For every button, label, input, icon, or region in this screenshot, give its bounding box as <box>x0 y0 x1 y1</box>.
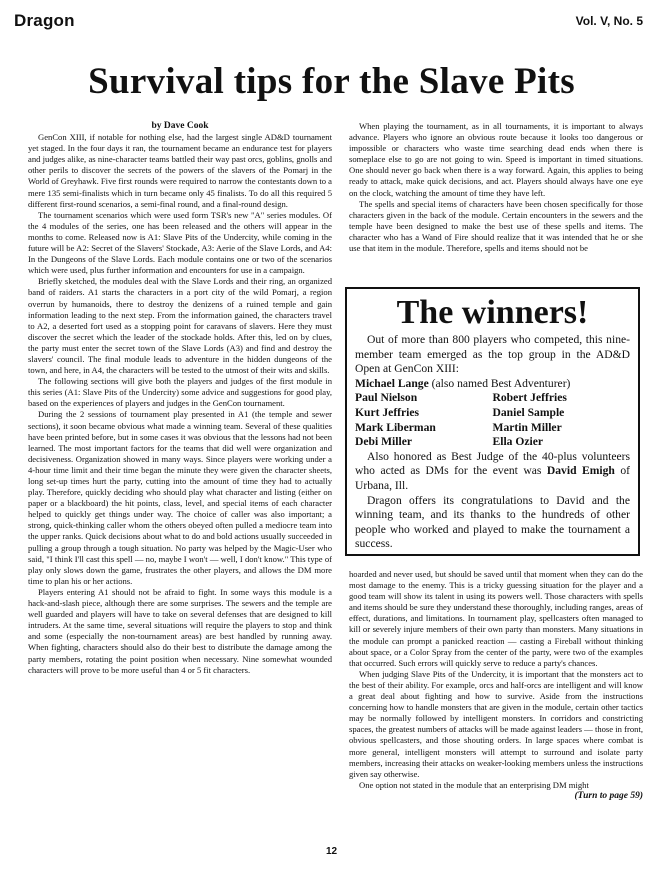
paragraph: During the 2 sessions of tournament play presented in A1 (the temple and sewer sections), it soon became obvious what made a winning team. Several of these qualities have been printed before, but in some cases it was obvious that the lessons had not been learned. The most important factors for the teams that did well were organization and decisiveness. Organization showed in many ways. Since players were working under a 4-hour time limit and their time began the minute they were given the character sheets, long set-up times hurt the party, cutting into the amount of time they had to actually play. Therefore, quickly deciding who should play what character and listing (either on paper or a blackboard) the hit points, class, level, and special items of each character helped to quickly get things under way. The choice of caller was also important; a strong, quick-thinking caller whom the others obeyed often pulled a mediocre team into the upper ranks. Quick decisions about what to do and bold actions usually succeeded in pulling a group through a tough situation. No party was helped by the Magic-User who said, "I think I'll cast this spell — no, maybe I won't — well, I don't know." This type of play only slows down the game, frustrates the other players, and allows the DM more time to plan his or her actions. <box>28 409 332 586</box>
paragraph: The spells and special items of characters have been chosen specifically for those characters given in the back of the module. Certain encounters in the sewers and the temple have been designed to make the best use of these spells and items. The character who has a Wand of Fire should realize that it was intended that he or she use that item in the module. Therefore, spells and items should not be <box>349 198 643 254</box>
article-column-left <box>28 121 332 676</box>
winner-name: Debi Miller <box>355 435 412 449</box>
captain-line <box>355 377 630 392</box>
winner-name: Martin Miller <box>492 420 562 434</box>
paragraph: hoarded and never used, but should be saved until that moment when they can do the most damage to the enemy. This is a tricky guessing situation for the player and a good team will show its talent in using its powers well. Those characters with spells and items should be sure they understand these thoroughly, including ranges, areas of effect, durations, and limitations. In tournament play, spellcasters often managed to kill or severely injure members of their own party than monsters. Many situations in the module can prompt a panicked reaction — casting a Fireball without thinking about space, or a Color Spray from the center of the party, were two of the examples that occurred. Such errors will quickly serve to reduce a party's chances. <box>349 569 643 668</box>
paragraph: When judging Slave Pits of the Undercity, it is important that the monsters act to the best of their ability. For example, orcs and half-orcs are intelligent and will know a great deal about fighting and how to survive. Aside from the instructions concerning how to handle monsters that are given in the module, certain other tactics may be normally followed by intelligent monsters. In corridors and constricting spaces, the greatest numbers of attacks will be made against leaders — those in front, obvious spellcasters, and those shouting orders. In large spaces where combat is more general, intelligent monsters will attempt to surround and isolate party members, increasing their attacks on weaker-looking members unless the instructions given say otherwise. <box>349 668 643 779</box>
paragraph: Players entering A1 should not be afraid to fight. In some ways this module is a hack-and-slash piece, although there are some surprises. The sewers and the temple are well guarded and players will have to take on several defenses that are designed to kill intruders. At the same time, several situations will require the players to stop and think and some (especially the non-tournament areas) are best handled by running away. When fighting, characters should also do their best to distribute the damage among the party members, rotating the point position when necessary. Nine somewhat wounded characters will prove to be more useful than 4 or 5 fit characters. <box>28 586 332 675</box>
winners-box <box>345 287 640 556</box>
magazine-name: Dragon <box>14 11 75 30</box>
byline: by Dave Cook <box>151 121 209 131</box>
paragraph: GenCon XIII, if notable for nothing else, had the largest single AD&D tournament yet staged. In the four days it ran, the tournament became an endurance test for players and judges alike, as nine-character teams battled their way past orcs, goblins, gnolls and other perils to discover the secrets of the powers of the slavers of the Pomarj in the World of Greyhawk. Five first rounds were required to narrow the contestants down to a mere 135 semi-finalists which in turn became only 45 finalists. To do all this required 5 different first-round scenarios, a semi-final round, and a final-round design. <box>28 132 332 209</box>
winner-name: Daniel Sample <box>492 405 565 419</box>
judge-place: of Urbana, Ill. <box>355 464 631 492</box>
winner-name: Kurt Jeffries <box>355 405 420 419</box>
page-number: 12 <box>325 846 338 857</box>
article-title: Survival tips for the Slave Pits <box>88 61 575 102</box>
winners-names <box>355 391 630 449</box>
article-column-right-top <box>349 121 643 254</box>
paragraph: The tournament scenarios which were used form TSR's new "A" series modules. Of the 4 modules of the series, one has been released and the others will appear in the months to come. Released now is A1: Slave Pits of the Undercity, while coming in the future will be A2: Secret of the Slavers' Stockade, A3: Aerie of the Slave Lords, and A4: In the Dungeons of the Slave Lords. Each module contains one or two of the scenarios which were used, plus further information and encounters for use in a campaign. <box>28 209 332 276</box>
paragraph: When playing the tournament, as in all tournaments, it is important to always advance. Players who ignore an obvious route because it looks too dangerous or impossible or characters who waste time searching dead ends when there is someplace else to go are not going to win. Speed is important in timed situations. One should never go back when there is a way forward. Again, this applies to being ready to attack, make quick decisions, and act. Players should always have one eye on the clock, watching the amount of time they have left. <box>349 121 643 198</box>
judge-intro: Also honored as Best Judge of the 40-plus volunteers who acted as DMs for the event was <box>355 449 630 478</box>
closing-paragraph: Dragon offers its congratulations to David and the winning team, and its thanks to the hundreds of other people who worked and played to make the tournament a success. <box>355 493 630 551</box>
captain-note: (also named Best Adventurer) <box>431 376 571 390</box>
winners-intro: Out of more than 800 players who competed, this nine-member team emerged as the top group in the AD&D Open at GenCon XIII: <box>355 333 630 376</box>
winner-name: Robert Jeffries <box>492 391 567 405</box>
judge-paragraph <box>355 450 630 494</box>
paragraph: Briefly sketched, the modules deal with the Slave Lords and their ring, an organized band of raiders. A1 starts the characters in a port city of the wild Pomarj, a region overrun by humanoids, there to destroy the denizens of a ruined temple and gain information leading to the next step. From the information gained, the characters travel to A2, a deserted fort used as a stopping point for caravans of slavers. Here they must discover the secret which the leader of the stockade holds. After this, led on by clues, the party must enter the secret town of the Slave Lords (A3) and find and destroy the slavers' council. The final module leads to adventure in the hidden dungeons of the town, and here, in A4, the characters will be tested to the utmost of their wits and skills. <box>28 276 332 376</box>
article-column-right-bottom <box>349 569 643 802</box>
continued-link[interactable]: (Turn to page 59) <box>574 790 643 801</box>
paragraph: One option not stated in the module that an enterprising DM might <box>359 779 589 790</box>
captain-name: Michael Lange <box>355 376 429 390</box>
judge-name: David Emigh <box>546 464 615 478</box>
issue-number: Vol. V, No. 5 <box>575 14 643 28</box>
winner-name: Ella Ozier <box>492 435 544 449</box>
winner-name: Paul Nielson <box>355 391 418 405</box>
winner-name: Mark Liberman <box>355 420 436 434</box>
paragraph: The following sections will give both the players and judges of the first module in this series (A1: Slave Pits of the Undercity) some advice and suggestions for good play, based on the experiences of players and judges in the GenCon tournament. <box>28 376 332 409</box>
winners-title: The winners! <box>396 294 589 331</box>
